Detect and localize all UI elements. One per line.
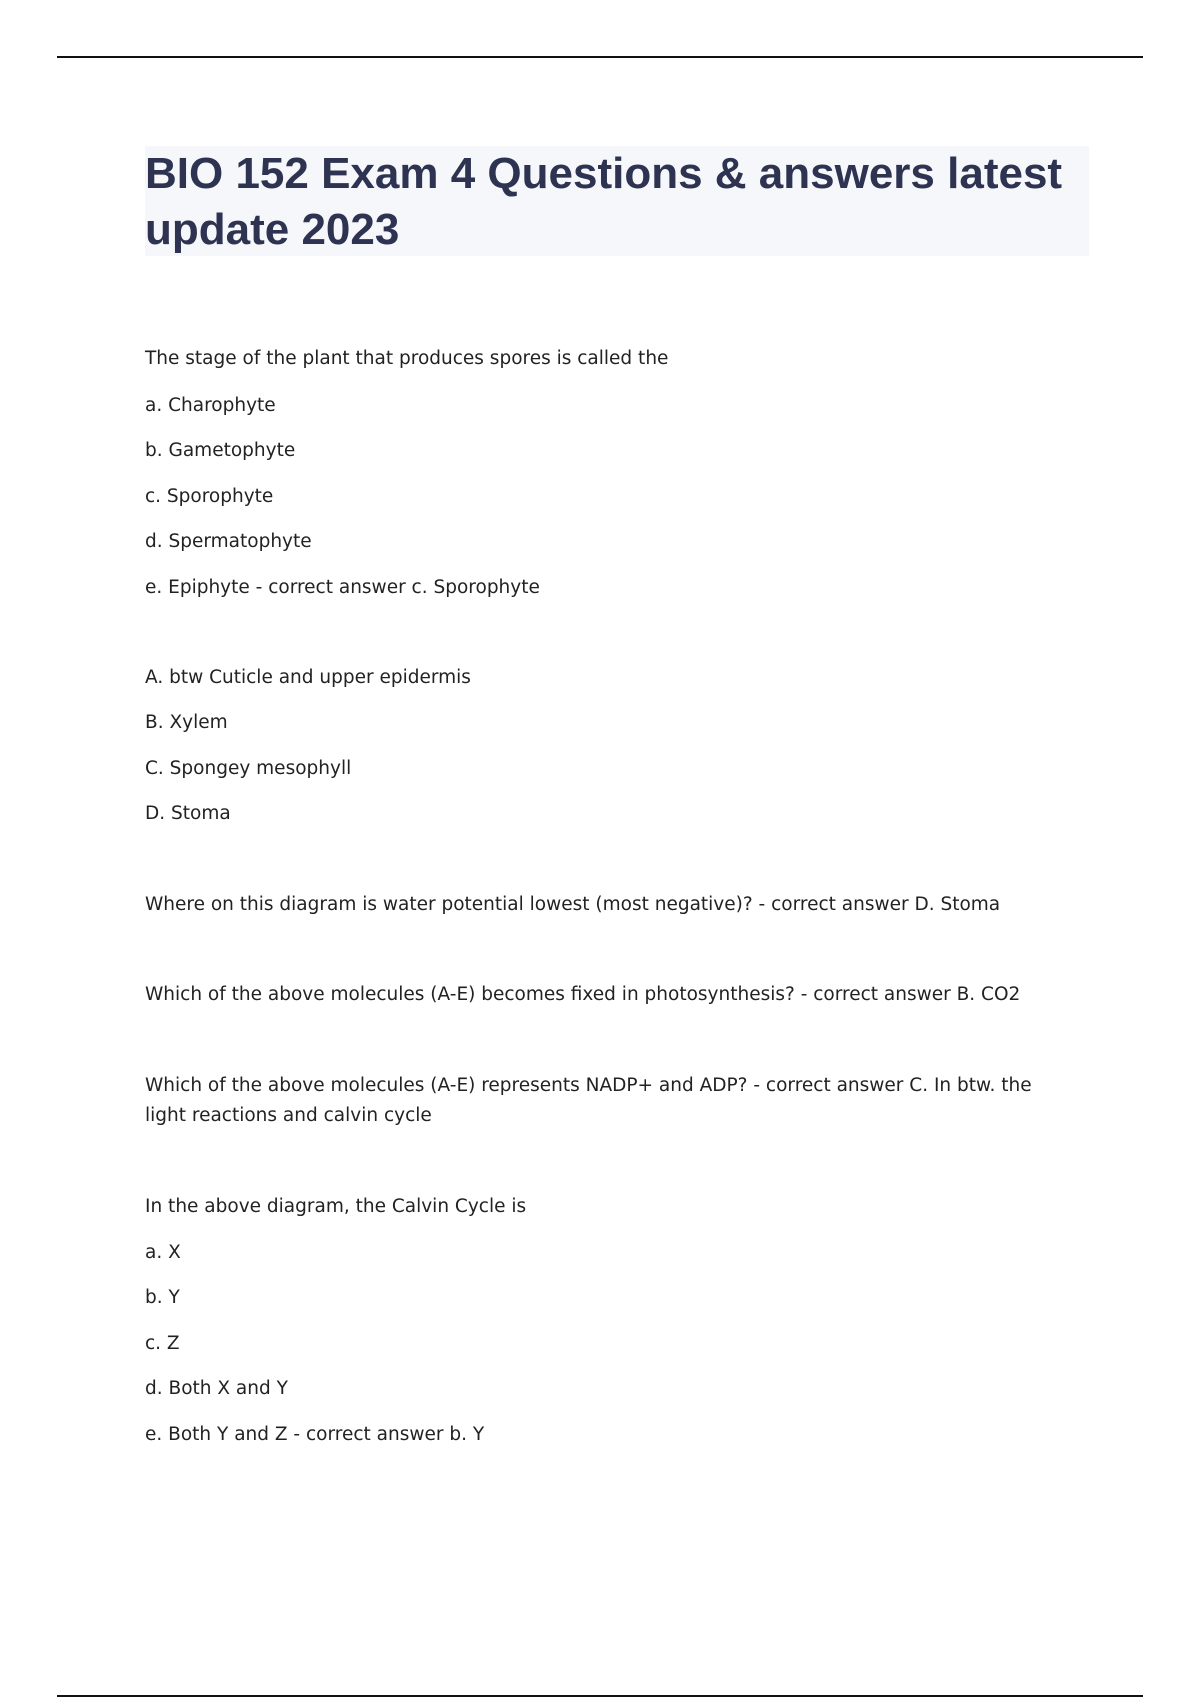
question-5-prompt: Which of the above molecules (A-E) represents NADP+ and ADP? - correct answer C. In btw. the light reactions and calvin cycle xyxy=(145,1075,1032,1126)
question-2-option-d: D. Stoma xyxy=(145,803,231,824)
question-2-option-b: B. Xylem xyxy=(145,712,228,733)
question-2-option-a: A. btw Cuticle and upper epidermis xyxy=(145,667,471,688)
page-title: BIO 152 Exam 4 Questions & answers latest update 2023 xyxy=(145,149,1063,254)
question-2-option-c: C. Spongey mesophyll xyxy=(145,758,352,779)
question-6-option-b: b. Y xyxy=(145,1287,180,1308)
question-6-option-e: e. Both Y and Z - correct answer b. Y xyxy=(145,1424,485,1445)
question-6-option-a: a. X xyxy=(145,1242,181,1263)
question-1-option-d: d. Spermatophyte xyxy=(145,531,312,552)
question-6-prompt: In the above diagram, the Calvin Cycle is xyxy=(145,1196,527,1217)
question-1-option-e: e. Epiphyte - correct answer c. Sporophyte xyxy=(145,577,540,598)
question-6-option-c: c. Z xyxy=(145,1333,180,1354)
question-1-prompt: The stage of the plant that produces spores is called the xyxy=(145,348,669,369)
question-4-prompt: Which of the above molecules (A-E) becomes fixed in photosynthesis? - correct answer B. CO2 xyxy=(145,984,1021,1005)
question-1-option-a: a. Charophyte xyxy=(145,395,276,416)
top-rule xyxy=(57,56,1143,58)
question-1-option-c: c. Sporophyte xyxy=(145,486,274,507)
question-1-option-b: b. Gametophyte xyxy=(145,440,296,461)
question-6-option-d: d. Both X and Y xyxy=(145,1378,288,1399)
title-box xyxy=(145,146,1089,256)
question-3-prompt: Where on this diagram is water potential lowest (most negative)? - correct answer D. Stoma xyxy=(145,894,1001,915)
bottom-rule xyxy=(57,1695,1143,1697)
